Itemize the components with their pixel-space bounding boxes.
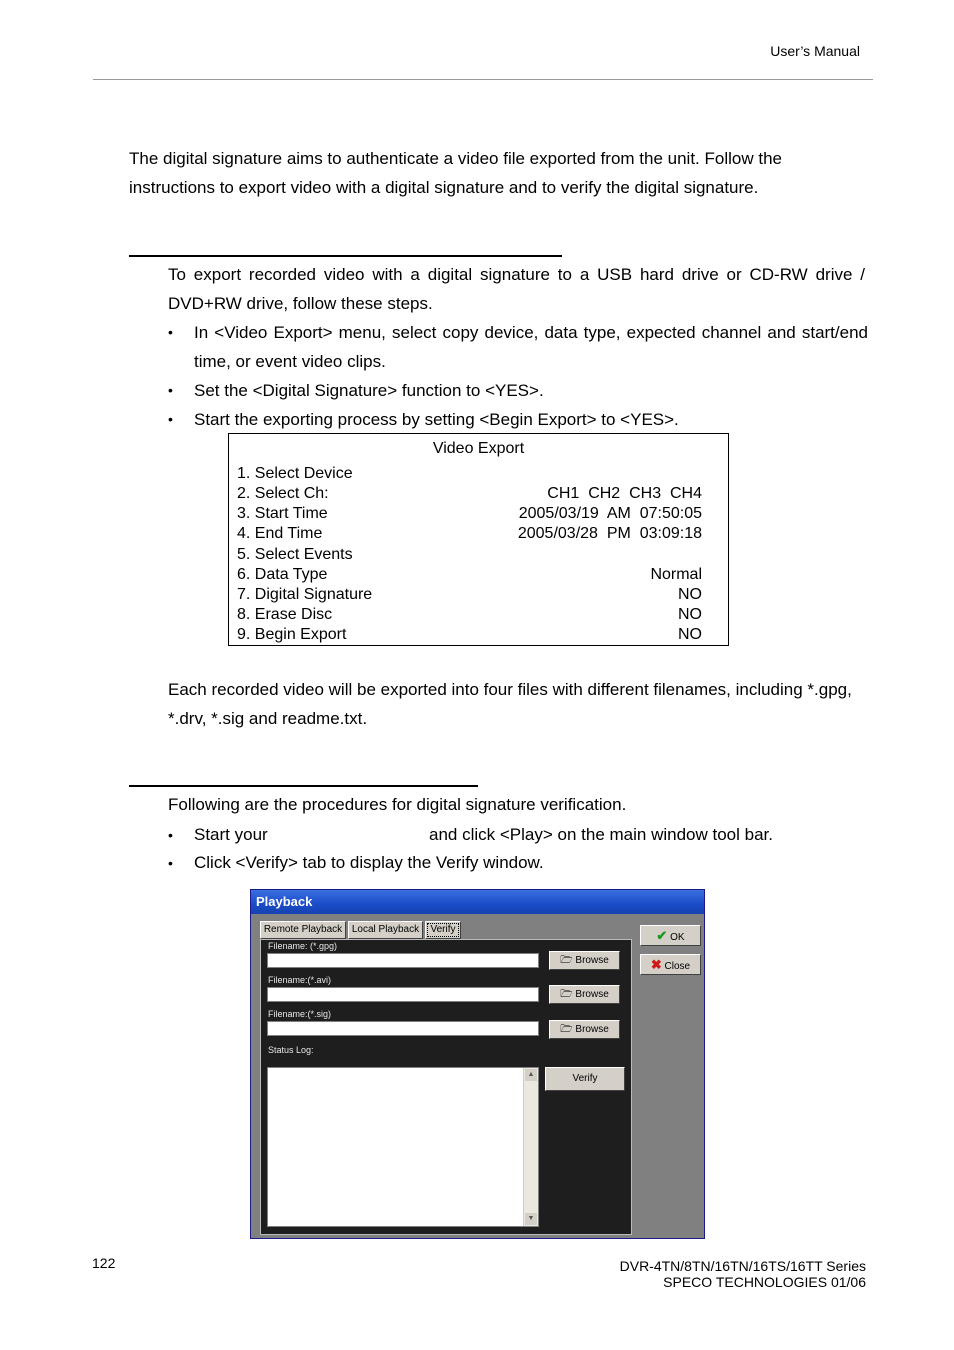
filename-sig-label: Filename:(*.sig) xyxy=(268,1009,332,1019)
verify-step-1-end: and click <Play> on the main window tool bar. xyxy=(429,825,773,844)
status-log-textarea[interactable] xyxy=(267,1067,539,1227)
header-rule xyxy=(93,79,873,80)
close-button[interactable] xyxy=(640,954,701,975)
tab-local-playback[interactable]: Local Playback xyxy=(348,921,423,939)
menu-row-digital-signature[interactable] xyxy=(237,585,702,605)
browse-label: Browse xyxy=(575,1024,609,1035)
verify-panel xyxy=(260,939,632,1235)
menu-row-select-ch[interactable] xyxy=(237,484,702,504)
menu-row-value: NO xyxy=(678,606,702,623)
menu-row-erase-disc[interactable] xyxy=(237,605,702,625)
playback-title-bar: Playback xyxy=(251,890,704,914)
browse-avi-button[interactable] xyxy=(549,985,620,1004)
ok-label: OK xyxy=(670,932,685,943)
menu-row-start-time[interactable] xyxy=(237,504,702,524)
bullet-icon: • xyxy=(168,827,173,843)
filename-avi-input[interactable] xyxy=(267,987,539,1002)
close-icon: ✖ xyxy=(650,957,662,972)
browse-sig-button[interactable] xyxy=(549,1020,620,1039)
menu-row-value: Normal xyxy=(650,566,702,583)
menu-row-value: 2005/03/19 AM 07:50:05 xyxy=(518,505,702,522)
verify-button[interactable]: Verify xyxy=(545,1067,625,1091)
tab-verify[interactable]: Verify xyxy=(425,921,461,939)
tab-remote-playback[interactable]: Remote Playback xyxy=(260,921,346,939)
footer-series: DVR-4TN/8TN/16TN/16TS/16TT Series xyxy=(619,1258,866,1274)
section-heading-rule-export xyxy=(129,255,562,257)
menu-row-end-time[interactable] xyxy=(237,524,702,544)
status-log-scrollbar[interactable] xyxy=(523,1068,538,1226)
list-item: • In <Video Export> menu, select copy device, data type, expected channel and start/end time, or event video clips. xyxy=(168,318,868,376)
list-item: • Set the <Digital Signature> function to <YES>. xyxy=(168,376,868,405)
menu-row-label: 5. Select Events xyxy=(237,546,353,563)
menu-row-value: 2005/03/28 PM 03:09:18 xyxy=(517,525,702,542)
menu-row-value: NO xyxy=(678,586,702,603)
filename-sig-input[interactable] xyxy=(267,1021,539,1036)
folder-icon: 🗁 xyxy=(560,955,573,966)
filename-avi-label: Filename:(*.avi) xyxy=(268,975,332,985)
close-label: Close xyxy=(664,961,691,972)
export-steps-list xyxy=(168,318,868,434)
menu-row-data-type[interactable] xyxy=(237,565,702,585)
filename-gpg-input[interactable] xyxy=(267,953,539,968)
menu-row-label: 1. Select Device xyxy=(237,465,353,482)
status-log-label: Status Log: xyxy=(268,1045,314,1055)
ok-button[interactable] xyxy=(640,925,701,946)
menu-row-label: 6. Data Type xyxy=(237,566,328,583)
video-export-menu xyxy=(228,433,729,646)
menu-row-label: 9. Begin Export xyxy=(237,626,347,643)
menu-row-value: CH1 CH2 CH3 CH4 xyxy=(547,485,702,502)
folder-icon: 🗁 xyxy=(560,989,573,1000)
check-icon: ✔ xyxy=(656,928,668,943)
scroll-up-icon[interactable]: ▲ xyxy=(525,1069,537,1081)
filename-gpg-label: Filename: (*.gpg) xyxy=(268,941,338,951)
verify-step-2: Click <Verify> tab to display the Verify window. xyxy=(194,853,544,872)
menu-row-select-events[interactable] xyxy=(237,545,702,565)
page-number: 122 xyxy=(92,1255,116,1271)
footer xyxy=(620,1258,866,1290)
bullet-icon: • xyxy=(168,855,173,871)
browse-label: Browse xyxy=(575,955,609,966)
export-files-paragraph: Each recorded video will be exported into four files with different filenames, including *.gpg, *.drv, *.sig and readme.txt. xyxy=(168,680,852,728)
folder-icon: 🗁 xyxy=(560,1024,573,1035)
footer-company: SPECO TECHNOLOGIES 01/06 xyxy=(663,1274,866,1290)
menu-row-label: 3. Start Time xyxy=(237,505,328,522)
menu-row-label: 8. Erase Disc xyxy=(237,606,333,623)
verify-intro: Following are the procedures for digital signature verification. xyxy=(168,795,627,814)
section-heading-rule-verify xyxy=(129,785,478,787)
menu-row-value: NO xyxy=(678,626,702,643)
menu-row-label: 7. Digital Signature xyxy=(237,586,373,603)
menu-row-select-device[interactable] xyxy=(237,464,702,484)
scroll-down-icon[interactable]: ▼ xyxy=(525,1213,537,1225)
intro-paragraph: The digital signature aims to authenticate a video file exported from the unit. Follow the instructions to export video with a digital signature and to verify the digital signature. xyxy=(129,149,782,197)
verify-step-1-start: Start your xyxy=(194,825,268,844)
browse-label: Browse xyxy=(575,989,609,1000)
video-export-title: Video Export xyxy=(432,440,525,457)
list-item: • Start the exporting process by setting <Begin Export> to <YES>. xyxy=(168,405,868,434)
playback-window xyxy=(250,889,705,1239)
browse-gpg-button[interactable] xyxy=(549,951,620,970)
menu-row-label: 4. End Time xyxy=(237,525,323,542)
header-title: User’s Manual xyxy=(770,43,860,59)
menu-row-label: 2. Select Ch: xyxy=(237,485,329,502)
menu-row-begin-export[interactable] xyxy=(237,625,702,645)
export-intro: To export recorded video with a digital signature to a USB hard drive or CD-RW drive / DVD+RW drive, follow these steps. xyxy=(168,265,865,313)
